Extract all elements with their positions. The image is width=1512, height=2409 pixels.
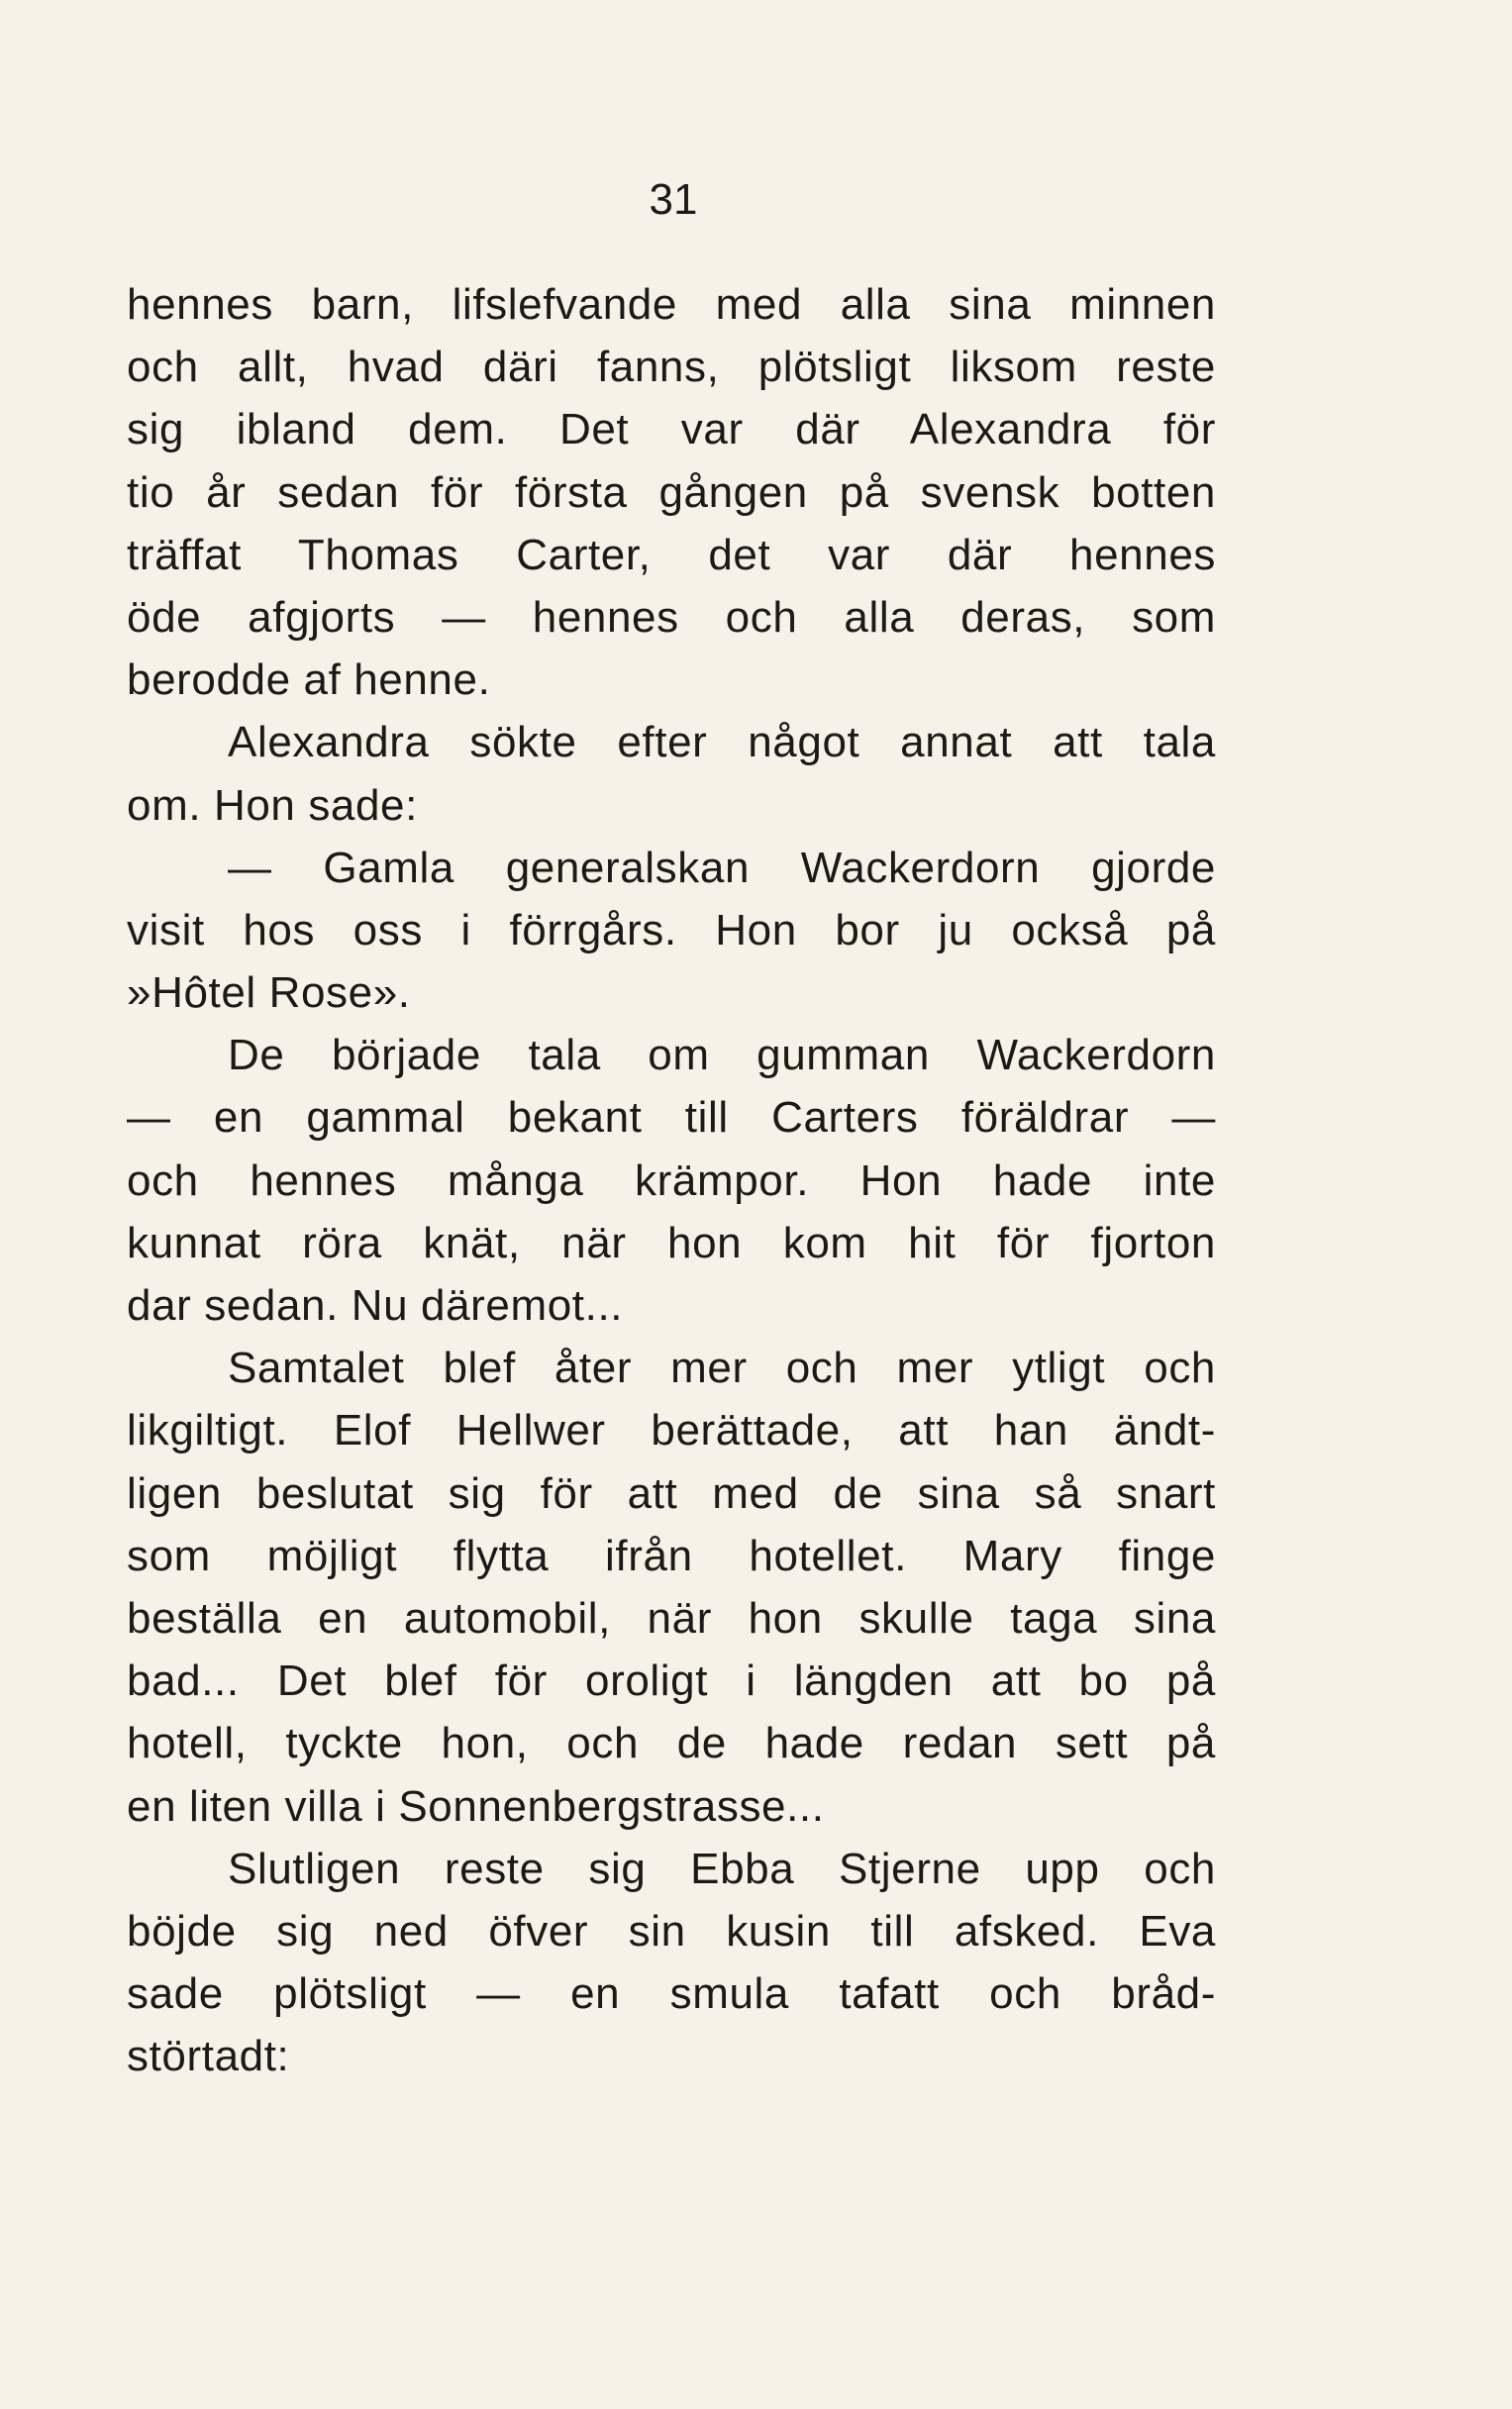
text-line: hotell, tyckte hon, och de hade redan sett på: [127, 1719, 1216, 1768]
text-line: en liten villa i Sonnenbergstrasse...: [127, 1781, 825, 1831]
text-line: som möjligt flytta ifrån hotellet. Mary finge: [127, 1531, 1216, 1580]
paragraph-start-line: — Gamla generalskan Wackerdorn gjorde: [228, 843, 1216, 892]
text-line: kunnat röra knät, när hon kom hit för fjorton: [127, 1218, 1216, 1267]
text-line: likgiltigt. Elof Hellwer berättade, att han ändt-: [127, 1406, 1216, 1455]
paragraph-start-line: Samtalet blef åter mer och mer ytligt och: [228, 1344, 1216, 1393]
text-line: böjde sig ned öfver sin kusin till afsked. Eva: [127, 1906, 1216, 1956]
body-text: [127, 273, 1216, 2087]
paragraph-start-line: Alexandra sökte efter något annat att tala: [228, 718, 1216, 767]
text-line: sig ibland dem. Det var där Alexandra för: [127, 405, 1216, 454]
text-line: visit hos oss i förrgårs. Hon bor ju också på: [127, 905, 1216, 954]
text-line: dar sedan. Nu däremot...: [127, 1281, 624, 1330]
paragraph-start-line: Slutligen reste sig Ebba Stjerne upp och: [228, 1844, 1216, 1893]
text-line: tio år sedan för första gången på svensk botten: [127, 467, 1216, 517]
text-line: träffat Thomas Carter, det var där hennes: [127, 530, 1216, 579]
text-line: beställa en automobil, när hon skulle taga sina: [127, 1593, 1216, 1643]
text-line: och hennes många krämpor. Hon hade inte: [127, 1155, 1216, 1205]
text-line: bad... Det blef för oroligt i längden att bo på: [127, 1656, 1216, 1706]
text-line: — en gammal bekant till Carters föräldrar —: [127, 1093, 1216, 1143]
paragraph-start-line: De började tala om gumman Wackerdorn: [228, 1031, 1216, 1080]
text-line: om. Hon sade:: [127, 780, 418, 830]
text-line: sade plötsligt — en smula tafatt och bråd-: [127, 1969, 1216, 2019]
text-line: öde afgjorts — hennes och alla deras, som: [127, 592, 1216, 642]
text-line: berodde af henne.: [127, 655, 491, 705]
text-line: och allt, hvad däri fanns, plötsligt liksom reste: [127, 343, 1216, 392]
page-number: 31: [649, 175, 698, 224]
text-line: hennes barn, lifslefvande med alla sina minnen: [127, 280, 1216, 329]
text-line: störtadt:: [127, 2032, 290, 2081]
text-line: »Hôtel Rose».: [127, 968, 411, 1018]
text-line: ligen beslutat sig för att med de sina så snart: [127, 1468, 1216, 1518]
